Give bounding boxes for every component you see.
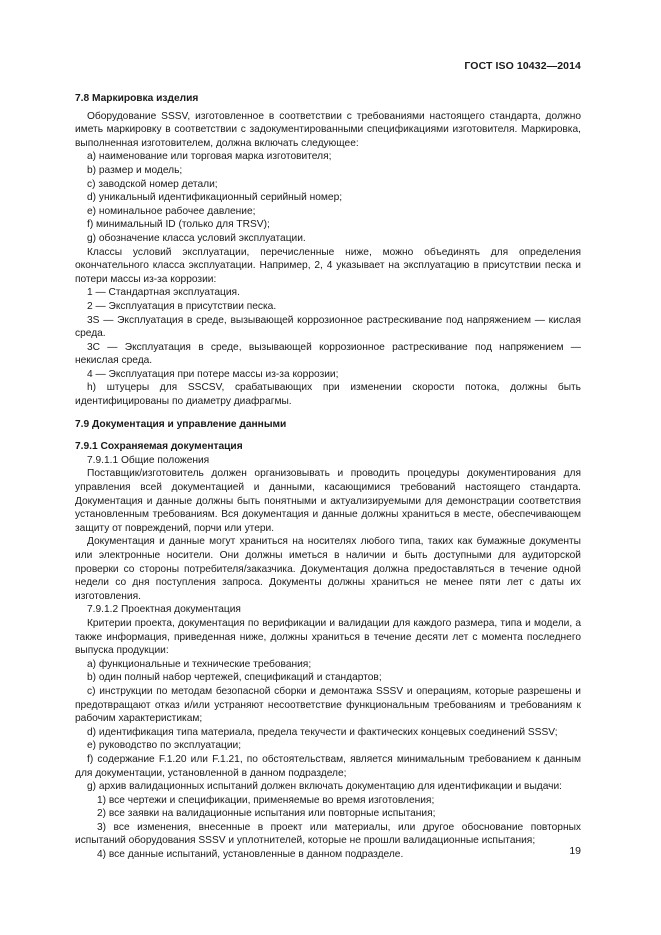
list-item: g) архив валидационных испытаний должен включать документацию для идентификации и выдачи: <box>87 781 563 793</box>
paragraph: Документация и данные могут храниться на носителях любого типа, таких как бумажные документы или электронные носители. Они должны иметься в наличии и быть доступными для аудиторской проверки со стороны потребителя/заказчика. Документация должна предоставляться в течение одной недели со дня поступления запроса. Документы должны храниться не менее пяти лет с даты их изготовления. <box>75 536 581 602</box>
sub-list-item: 3) все изменения, внесенные в проект или материалы, или другое обоснование повторных испытаний оборудования SSSV и уплотнителей, которые не прошли валидационные испытания; <box>75 821 581 847</box>
section-7-8-heading: 7.8 Маркировка изделия <box>75 93 199 104</box>
list-item: c) инструкции по методам безопасной сборки и демонтажа SSSV и операциям, которые разрешены и предотвращают отказ и/или устраняют несоответствие функциональным требованиям и требованиям к рабочим характеристикам; <box>75 685 581 725</box>
list-item: d) уникальный идентификационный серийный номер; <box>87 192 343 204</box>
paragraph: Классы условий эксплуатации, перечисленные ниже, можно объединять для определения окончательного класса эксплуатации. Например, 2, 4 указывает на эксплуатацию в присутствии песка и потери массы из-за коррозии: <box>75 246 581 285</box>
list-item: g) обозначение класса условий эксплуатации. <box>87 232 306 244</box>
list-item: 3C — Эксплуатация в среде, вызывающей коррозионное растрескивание под напряжением — некислая среда. <box>75 341 581 367</box>
sub-list-item: 2) все заявки на валидационные испытания или повторные испытания; <box>97 808 436 820</box>
list-item: c) заводской номер детали; <box>87 178 218 190</box>
list-item: a) функциональные и технические требования; <box>87 658 312 670</box>
subsection-heading: 7.9.1.2 Проектная документация <box>87 604 241 616</box>
list-item: b) один полный набор чертежей, спецификаций и стандартов; <box>87 672 382 684</box>
page-number: 19 <box>569 845 581 857</box>
list-item: b) размер и модель; <box>87 164 183 176</box>
page-content <box>75 92 581 862</box>
list-item: 4 — Эксплуатация при потере массы из-за коррозии; <box>87 368 339 380</box>
list-item: 2 — Эксплуатация в присутствии песка. <box>87 300 277 312</box>
sub-list-item: 1) все чертежи и спецификации, применяемые во время изготовления; <box>97 794 435 806</box>
list-item: d) идентификация типа материала, предела текучести и фактических концевых соединений SSSV; <box>87 726 558 738</box>
subsection-heading: 7.9.1.1 Общие положения <box>87 454 210 466</box>
paragraph: Критерии проекта, документация по верификации и валидации для каждого размера, типа и модели, а также информация, приведенная ниже, должны храниться в течение десяти лет с момента последнего выпуска продукции: <box>75 617 581 657</box>
section-7-9-heading: 7.9 Документация и управление данными <box>75 418 287 430</box>
list-item: f) минимальный ID (только для TRSV); <box>87 219 270 231</box>
list-item: f) содержание F.1.20 или F.1.21, по обстоятельствам, является минимальным требованием к данным для документации, установленной в данном подразделе; <box>75 753 581 779</box>
list-item: 1 — Стандартная эксплуатация. <box>87 287 240 299</box>
paragraph: Поставщик/изготовитель должен организовывать и проводить процедуры документирования для управления всей документацией и данными, касающимися требований настоящего стандарта. Документация и данные должны быть понятными и актуализируемыми для демонстрации соответствия установленным требованиям. Вся документация и данные должны храниться в месте, обеспечивающем защиту от повреждений, порчи или утери. <box>75 468 581 534</box>
list-item: a) наименование или торговая марка изготовителя; <box>87 151 332 163</box>
list-item: e) руководство по эксплуатации; <box>87 740 242 752</box>
standard-code-header: ГОСТ ISO 10432—2014 <box>464 60 581 72</box>
list-item: 3S — Эксплуатация в среде, вызывающей коррозионное растрескивание под напряжением — кислая среда. <box>75 314 581 340</box>
sub-list-item: 4) все данные испытаний, установленные в данном подразделе. <box>97 849 404 861</box>
paragraph: Оборудование SSSV, изготовленное в соответствии с требованиями настоящего стандарта, должно иметь маркировку в соответствии с задокументированными спецификациями изготовителя. Маркировка, выполненная изготовителем, должна включать следующее: <box>75 110 581 149</box>
list-item: e) номинальное рабочее давление; <box>87 205 256 217</box>
section-7-9-1-heading: 7.9.1 Сохраняемая документация <box>75 441 243 453</box>
list-item: h) штуцеры для SSCSV, срабатывающих при изменении скорости потока, должны быть идентифицированы по диаметру диафрагмы. <box>75 382 581 408</box>
